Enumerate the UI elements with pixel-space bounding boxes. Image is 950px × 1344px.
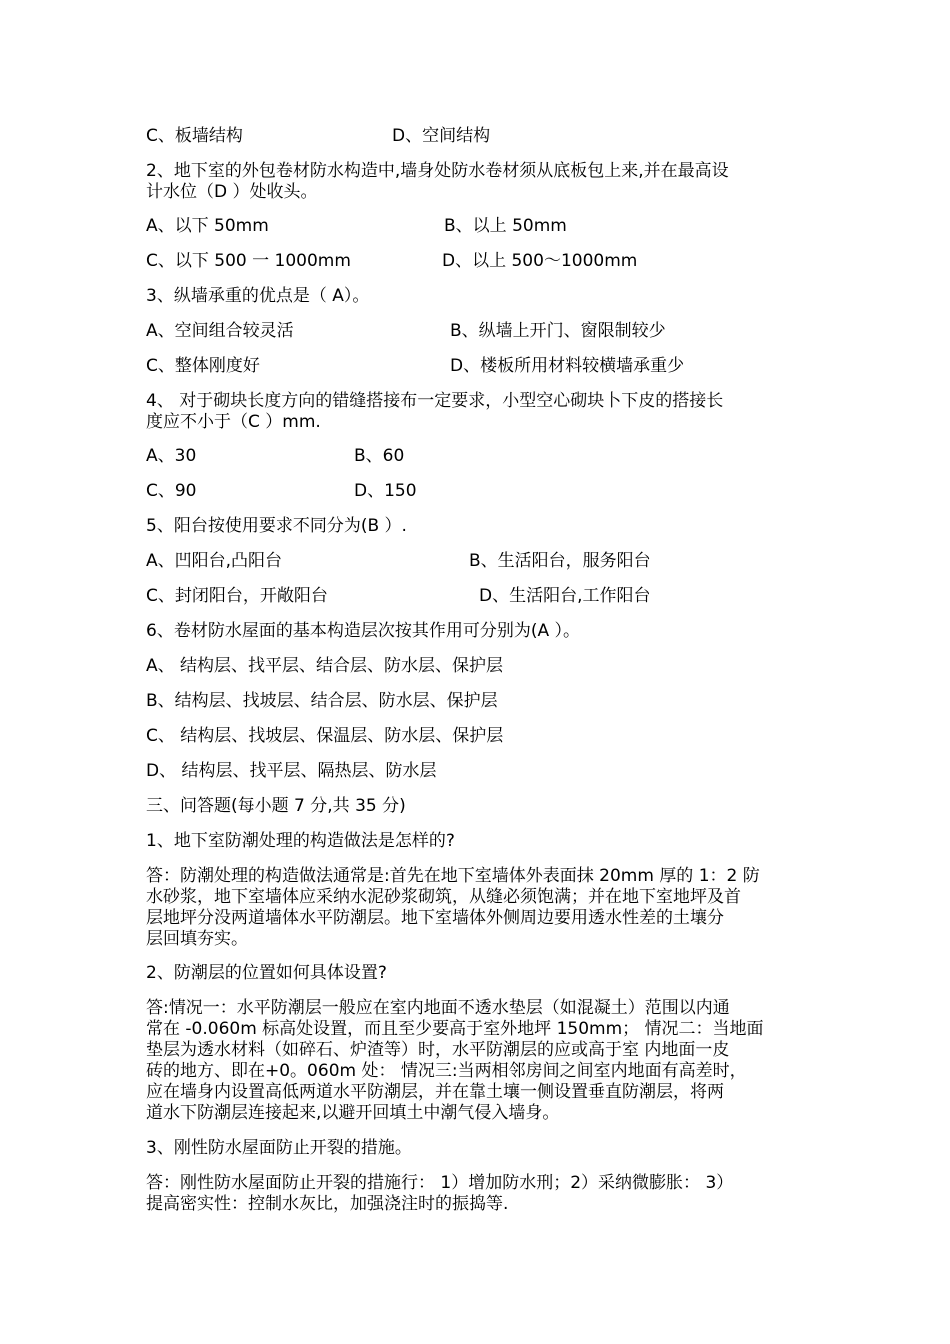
section3-question-1: 1、地下室防潮处理的构造做法是怎样的? (146, 831, 455, 851)
section3-heading: 三、问答题(每小题 7 分,共 35 分) (146, 796, 406, 816)
q3-option-a: A、空间组合较灵活 (146, 321, 294, 341)
section3-answer-2-line2: 常在 -0.060m 标高处设置，而且至少要高于室外地坪 150mm； 情况二：当地面 (146, 1019, 764, 1039)
section3-answer-1-line1: 答：防潮处理的构造做法通常是:首先在地下室墙体外表面抹 20mm 厚的 1：2 防 (146, 866, 760, 886)
q3-option-c: C、整体刚度好 (146, 356, 260, 376)
q2-option-c: C、以下 500 一 1000mm (146, 251, 351, 271)
q4-option-d: D、150 (354, 481, 417, 501)
section3-answer-2-line4: 砖的地方、即在+0。060m 处： 情况三:当两相邻房间之间室内地面有高差时， (146, 1061, 747, 1081)
section3-answer-1-line3: 层地坪分没两道墙体水平防潮层。地下室墙体外侧周边要用透水性差的土壤分 (146, 908, 724, 928)
q4-option-c: C、90 (146, 481, 197, 501)
section3-answer-2-line5: 应在墙身内设置高低两道水平防潮层，并在靠土壤一侧设置垂直防潮层，将两 (146, 1082, 724, 1102)
section3-question-3: 3、刚性防水屋面防止开裂的措施。 (146, 1138, 412, 1158)
q3-option-b: B、纵墙上开门、窗限制较少 (450, 321, 666, 341)
q3-stem: 3、纵墙承重的优点是（ A）。 (146, 286, 370, 306)
q1-option-d: D、空间结构 (392, 126, 491, 146)
section3-answer-1-line2: 水砂浆，地下室墙体应采纳水泥砂浆砌筑，从缝必须饱满；并在地下室地坪及首 (146, 887, 741, 907)
q5-option-c: C、封闭阳台，开敞阳台 (146, 586, 328, 606)
q1-option-c: C、板墙结构 (146, 126, 243, 146)
q4-option-b: B、60 (354, 446, 405, 466)
section3-answer-3-line2: 提高密实性：控制水灰比，加强浇注时的振捣等. (146, 1194, 509, 1214)
section3-answer-1-line4: 层回填夯实。 (146, 929, 248, 949)
q6-option-b: B、结构层、找坡层、结合层、防水层、保护层 (146, 691, 498, 711)
section3-answer-2-line6: 道水下防潮层连接起来,以避开回填土中潮气侵入墙身。 (146, 1103, 560, 1123)
q6-option-a: A、 结构层、找平层、结合层、防水层、保护层 (146, 656, 504, 676)
q4-stem-line1: 4、 对于砌块长度方向的错缝搭接布一定要求，小型空心砌块卜下皮的搭接长 (146, 391, 724, 411)
q6-option-d: D、 结构层、找平层、隔热层、防水层 (146, 761, 437, 781)
q6-option-c: C、 结构层、找坡层、保温层、防水层、保护层 (146, 726, 504, 746)
q5-option-d: D、生活阳台,工作阳台 (479, 586, 651, 606)
q2-stem-line1: 2、地下室的外包卷材防水构造中,墙身处防水卷材须从底板包上来,并在最高设 (146, 161, 729, 181)
q2-stem-line2: 计水位（D ）处收头。 (146, 182, 318, 202)
section3-answer-3-line1: 答：刚性防水屋面防止开裂的措施行： 1）增加防水刑；2）采纳微膨胀： 3） (146, 1173, 734, 1193)
q5-option-b: B、生活阳台，服务阳台 (469, 551, 651, 571)
q3-option-d: D、楼板所用材料较横墙承重少 (450, 356, 685, 376)
section3-answer-2-line1: 答:情况一：水平防潮层一般应在室内地面不透水垫层（如混凝土）范围以内通 (146, 998, 730, 1018)
q2-option-d: D、以上 500～1000mm (442, 251, 638, 271)
q2-option-b: B、以上 50mm (444, 216, 567, 236)
q4-stem-line2: 度应不小于（C ）mm. (146, 412, 321, 432)
section3-answer-2-line3: 垫层为透水材料（如碎石、炉渣等）时，水平防潮层的应或高于室 内地面一皮 (146, 1040, 730, 1060)
q4-option-a: A、30 (146, 446, 197, 466)
section3-question-2: 2、防潮层的位置如何具体设置? (146, 963, 387, 983)
q5-option-a: A、凹阳台,凸阳台 (146, 551, 283, 571)
q6-stem: 6、卷材防水屋面的基本构造层次按其作用可分别为(A ）。 (146, 621, 580, 641)
q2-option-a: A、以下 50mm (146, 216, 269, 236)
q5-stem: 5、阳台按使用要求不同分为(B ）. (146, 516, 407, 536)
